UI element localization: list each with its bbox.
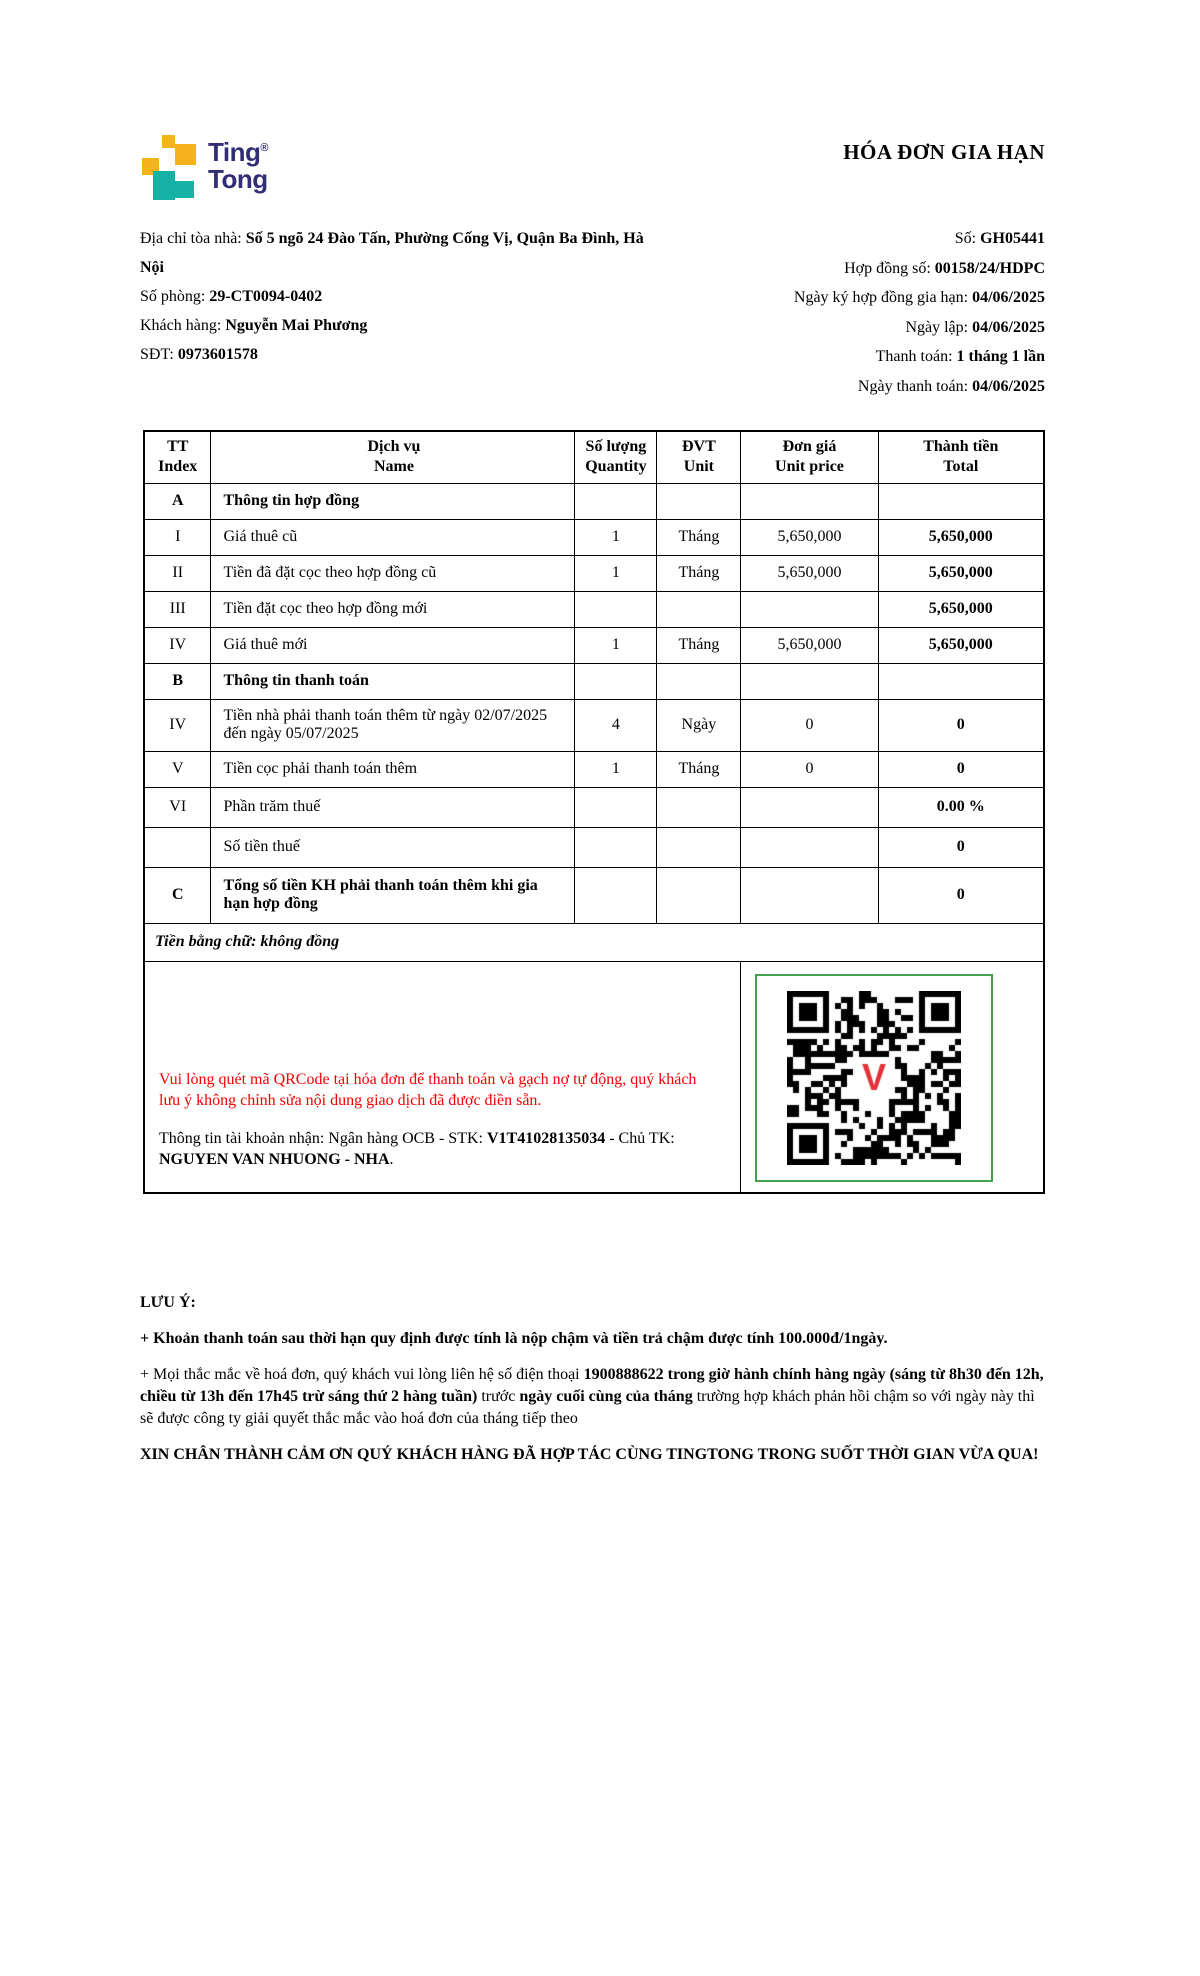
logo-pixel-teal (153, 171, 175, 200)
cell-name: Thông tin hợp đồng (211, 483, 575, 519)
text-fragment: + Mọi thắc mắc về hoá đơn, quý khách vui lòng liên hệ số điện thoại (140, 1366, 584, 1383)
invoice-row (144, 867, 1044, 923)
cell-qty (575, 591, 657, 627)
text-fragment: NGUYEN VAN NHUONG - NHA (159, 1151, 390, 1169)
field-label: Số: (954, 230, 981, 247)
cell-name: Giá thuê cũ (211, 519, 575, 555)
cell-tt: VI (144, 787, 211, 827)
invoice-row (144, 627, 1044, 663)
cell-name: Tổng số tiền KH phải thanh toán thêm khi gia hạn hợp đồng (211, 867, 575, 923)
cell-price (741, 663, 878, 699)
cell-tt: IV (144, 699, 211, 751)
cell-tt: III (144, 591, 211, 627)
field-label: Ngày thanh toán: (857, 377, 973, 395)
text-fragment: . (389, 1151, 394, 1169)
invoice-row (144, 827, 1044, 867)
amount-in-words: Tiền bằng chữ: không đồng (144, 923, 1044, 961)
invoice-row (144, 555, 1044, 591)
cell-qty: 1 (575, 555, 657, 591)
header-unit: ĐVT Unit (657, 431, 741, 483)
field-label: Số phòng: (140, 288, 210, 305)
header-name: Dịch vụ Name (211, 431, 575, 483)
cell-price (741, 591, 878, 627)
customer-name-line (140, 311, 648, 340)
cell-name: Số tiền thuế (211, 827, 575, 867)
field-label: Địa chỉ tòa nhà: (140, 230, 246, 247)
invoice-row (144, 483, 1044, 519)
cell-unit (657, 787, 741, 827)
invoice-row (144, 591, 1044, 627)
cell-unit: Tháng (657, 555, 741, 591)
cell-qty: 1 (575, 627, 657, 663)
invoice-table (143, 430, 1045, 1194)
text-fragment: V1T41028135034 (486, 1130, 606, 1148)
logo-word-tong: Tong (208, 164, 268, 194)
field-value: 29-CT0094-0402 (209, 288, 323, 305)
cell-total: 5,650,000 (878, 555, 1044, 591)
cell-total: 0.00 % (878, 787, 1044, 827)
cell-name: Tiền cọc phải thanh toán thêm (211, 751, 575, 787)
qr-code-frame (755, 974, 993, 1182)
field-value: Nguyễn Mai Phương (225, 317, 368, 334)
logo-wordmark (208, 135, 268, 193)
field-value: 1 tháng 1 lần (956, 348, 1045, 365)
cell-name: Giá thuê mới (211, 627, 575, 663)
cell-total: 5,650,000 (878, 591, 1044, 627)
page-title: HÓA ĐƠN GIA HẠN (843, 140, 1045, 164)
cell-tt: C (144, 867, 211, 923)
qr-code-cell (741, 961, 1044, 1193)
header-total: Thành tiền Total (878, 431, 1044, 483)
text-fragment: 1900888622 trong giờ hành chính hàng ngày (sáng từ 8h30 đến 12h, chiều từ 13h đến 17h45 trừ sáng thứ 2 hàng tuần) (140, 1366, 1044, 1405)
field-label: Thanh toán: (875, 348, 957, 365)
invoice-table-body (144, 483, 1044, 923)
cell-total: 0 (878, 867, 1044, 923)
cell-price: 5,650,000 (741, 627, 878, 663)
cell-price: 0 (741, 699, 878, 751)
invoice-row (144, 519, 1044, 555)
invoice-row (144, 663, 1044, 699)
cell-unit (657, 867, 741, 923)
room-number-line (140, 282, 648, 311)
text-fragment: ngày cuối cùng của tháng (519, 1388, 693, 1405)
cell-total (878, 483, 1044, 519)
invoice-row (144, 751, 1044, 787)
invoice-meta-block (794, 224, 1045, 401)
cell-unit: Tháng (657, 519, 741, 555)
field-label: SĐT: (140, 346, 178, 363)
notes-heading: LƯU Ý: (140, 1294, 196, 1311)
cell-tt: IV (144, 627, 211, 663)
cell-tt: B (144, 663, 211, 699)
cell-name: Tiền nhà phải thanh toán thêm từ ngày 02/07/2025 đến ngày 05/07/2025 (211, 699, 575, 751)
payment-instructions-cell (144, 961, 741, 1193)
cell-name: Tiền đặt cọc theo hợp đồng mới (211, 591, 575, 627)
cell-unit: Tháng (657, 627, 741, 663)
notes-section (140, 1292, 1050, 1480)
logo-pixel-yellow (175, 144, 196, 165)
cell-tt: V (144, 751, 211, 787)
cell-unit (657, 827, 741, 867)
amount-in-words-row (144, 923, 1044, 961)
issue-date-line (794, 313, 1045, 343)
tingtong-logo-icon (140, 133, 200, 203)
cell-total (878, 663, 1044, 699)
logo-pixel-teal (175, 181, 194, 198)
contract-number-line (794, 254, 1045, 284)
field-value: Số 5 ngõ 24 Đào Tấn, Phường Cống Vị, Quận Ba Đình, Hà Nội (140, 230, 644, 276)
cell-unit (657, 483, 741, 519)
hotline-note (140, 1364, 1050, 1430)
field-label: Ngày lập: (905, 318, 973, 336)
logo-pixel-yellow (162, 135, 175, 148)
cell-tt: I (144, 519, 211, 555)
cell-total: 5,650,000 (878, 627, 1044, 663)
payment-date-line (794, 372, 1045, 402)
field-label: Hợp đồng số: (844, 259, 935, 277)
logo-word-ting: Ting (208, 137, 261, 167)
renewal-sign-date-line (794, 283, 1045, 313)
field-value: 04/06/2025 (972, 377, 1045, 395)
cell-unit (657, 663, 741, 699)
field-value: 0973601578 (177, 346, 258, 363)
field-value: GH05441 (980, 230, 1045, 247)
invoice-number-line (794, 224, 1045, 254)
field-value: 00158/24/HDPC (934, 259, 1045, 277)
invoice-table-header (144, 431, 1044, 483)
cell-qty (575, 787, 657, 827)
cell-name: Thông tin thanh toán (211, 663, 575, 699)
payment-row (144, 961, 1044, 1193)
cell-price (741, 867, 878, 923)
cell-total: 0 (878, 751, 1044, 787)
building-address-line (140, 224, 648, 282)
qr-payment-note: Vui lòng quét mã QRCode tại hóa đơn để thanh toán và gạch nợ tự động, quý khách lưu ý không chỉnh sửa nội dung giao dịch đã được điền sẵn. (159, 1071, 697, 1110)
cell-name: Tiền đã đặt cọc theo hợp đồng cũ (211, 555, 575, 591)
qr-code (787, 991, 961, 1165)
cell-price: 0 (741, 751, 878, 787)
cell-total: 5,650,000 (878, 519, 1044, 555)
field-value: 04/06/2025 (972, 289, 1045, 306)
cell-tt (144, 827, 211, 867)
field-label: Khách hàng: (140, 317, 226, 334)
invoice-row (144, 787, 1044, 827)
cell-price: 5,650,000 (741, 555, 878, 591)
tingtong-logo (140, 133, 268, 203)
cell-qty (575, 867, 657, 923)
text-fragment: trước (477, 1388, 520, 1405)
field-value: 04/06/2025 (972, 318, 1045, 336)
text-fragment: trường hợp khách phản hồi chậm so với ngày này thì sẽ được công ty giải quyết thắc mắc vào hoá đơn của tháng tiếp theo (140, 1388, 1035, 1427)
cell-qty (575, 663, 657, 699)
cell-qty (575, 827, 657, 867)
cell-tt: II (144, 555, 211, 591)
cell-qty (575, 483, 657, 519)
registered-mark: ® (260, 142, 269, 154)
header-quantity: Số lượng Quantity (575, 431, 657, 483)
cell-total: 0 (878, 699, 1044, 751)
cell-price: 5,650,000 (741, 519, 878, 555)
thank-you-message: XIN CHÂN THÀNH CẢM ƠN QUÝ KHÁCH HÀNG ĐÃ HỢP TÁC CÙNG TINGTONG TRONG SUỐT THỜI GIAN VỪA QUA! (140, 1446, 1039, 1463)
cell-tt: A (144, 483, 211, 519)
cell-qty: 1 (575, 751, 657, 787)
cell-unit: Ngày (657, 699, 741, 751)
cell-total: 0 (878, 827, 1044, 867)
cell-price (741, 787, 878, 827)
invoice-table-footer (144, 923, 1044, 1193)
text-fragment: Thông tin tài khoản nhận: Ngân hàng OCB - STK: (159, 1130, 487, 1148)
header-index: TT Index (144, 431, 211, 483)
receiving-account-info (159, 1128, 711, 1170)
cell-price (741, 483, 878, 519)
cell-name: Phần trăm thuế (211, 787, 575, 827)
field-label: Ngày ký hợp đồng gia hạn: (793, 289, 973, 306)
late-payment-note: + Khoản thanh toán sau thời hạn quy định được tính là nộp chậm và tiền trả chậm được tính 100.000đ/1ngày. (140, 1330, 888, 1347)
cell-price (741, 827, 878, 867)
cell-qty: 1 (575, 519, 657, 555)
customer-info-block (140, 224, 648, 369)
cell-qty: 4 (575, 699, 657, 751)
header-unit-price: Đơn giá Unit price (741, 431, 878, 483)
cell-unit (657, 591, 741, 627)
payment-cycle-line (794, 342, 1045, 372)
invoice-row (144, 699, 1044, 751)
phone-line (140, 340, 648, 369)
cell-unit: Tháng (657, 751, 741, 787)
text-fragment: - Chủ TK: (605, 1130, 675, 1148)
